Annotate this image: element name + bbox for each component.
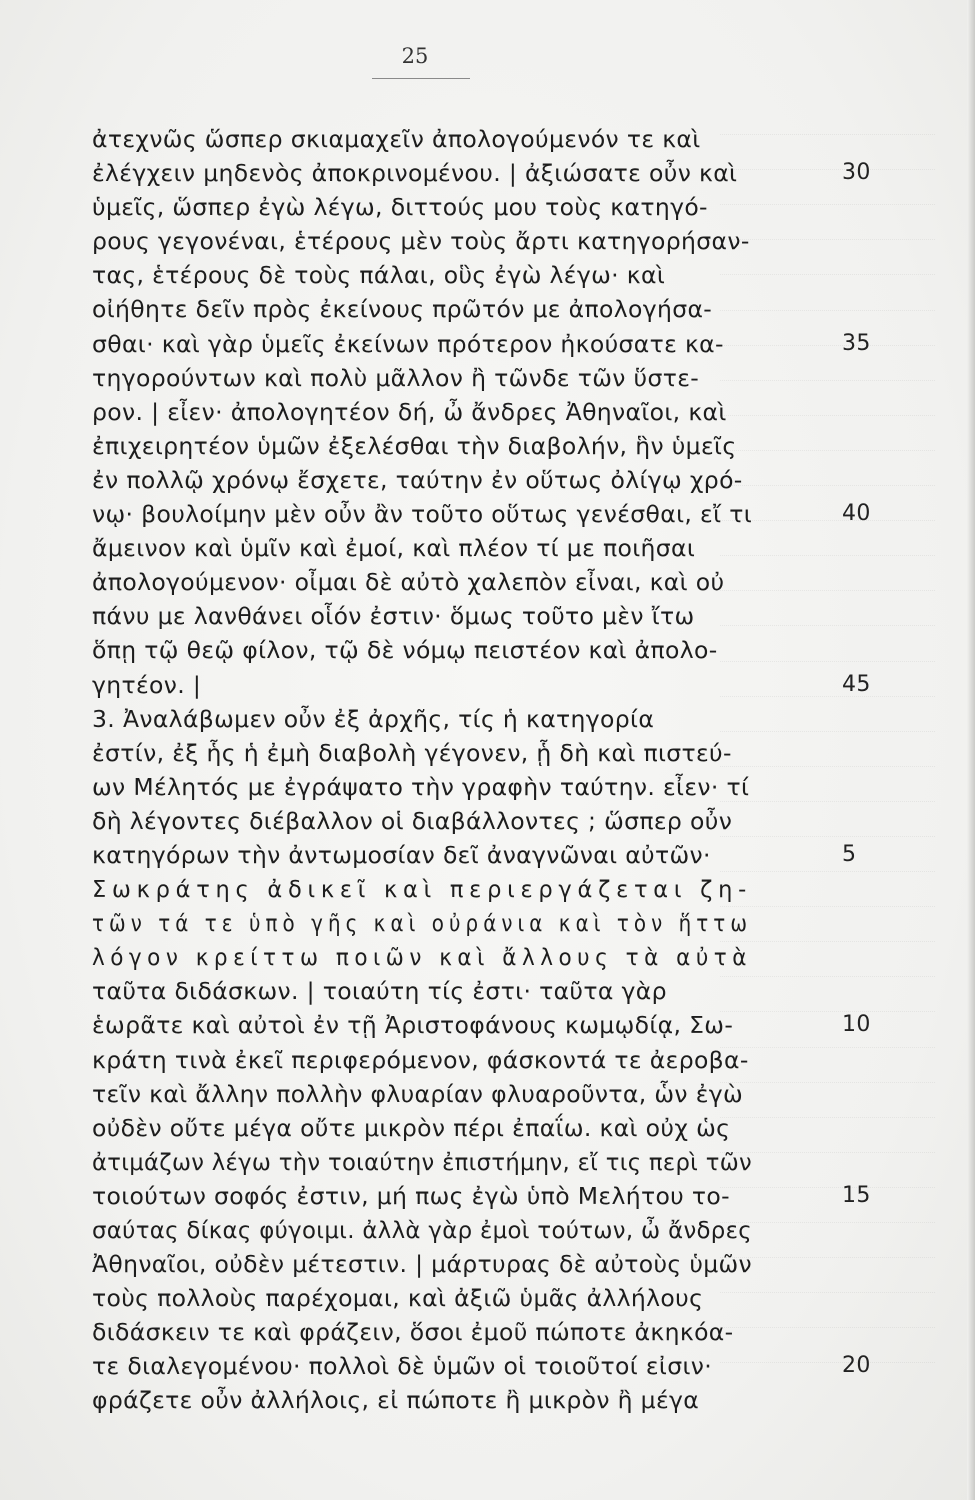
text-line bbox=[92, 292, 820, 326]
text-line bbox=[92, 1213, 820, 1247]
text-line bbox=[92, 668, 871, 702]
line-number: 45 bbox=[842, 671, 871, 697]
line-number: 20 bbox=[842, 1353, 871, 1379]
greek-text-body bbox=[92, 122, 871, 1418]
text-line bbox=[92, 258, 820, 292]
text-line-content: ἀπολογούμενον· οἶμαι δὲ αὐτὸ χαλεπὸν εἶναι, καὶ οὐ bbox=[92, 568, 725, 597]
text-line-content: ὅπῃ τῷ θεῷ φίλον, τῷ δὲ νόμῳ πειστέον καὶ ἀπολο- bbox=[92, 636, 718, 665]
text-line-content: πάνυ με λανθάνει οἷόν ἐστιν· ὅμως τοῦτο μὲν ἴτω bbox=[92, 602, 695, 631]
text-line-content: ἐν πολλῷ χρόνῳ ἔσχετε, ταύτην ἐν οὕτως ὀλίγῳ χρό- bbox=[92, 465, 743, 494]
text-line bbox=[92, 838, 857, 872]
text-line bbox=[92, 497, 871, 531]
text-line-content: ἄμεινον καὶ ὑμῖν καὶ ἐμοί, καὶ πλέον τί με ποιῆσαι bbox=[92, 534, 696, 563]
text-line-content: ἑωρᾶτε καὶ αὐτοὶ ἐν τῇ Ἀριστοφάνους κωμῳδίᾳ, Σω- bbox=[92, 1011, 734, 1040]
text-line-content: δὴ λέγοντες διέβαλλον οἱ διαβάλλοντες ; ὥσπερ οὖν bbox=[92, 806, 733, 835]
text-line-content: σθαι· καὶ γὰρ ὑμεῖς ἐκείνων πρότερον ἠκούσατε κα- bbox=[92, 329, 724, 358]
text-line bbox=[92, 1008, 871, 1042]
text-line bbox=[92, 906, 820, 940]
text-line-content: οὐδὲν οὔτε μέγα οὔτε μικρὸν πέρι ἐπαΐω. καὶ οὐχ ὡς bbox=[92, 1113, 731, 1142]
text-line bbox=[92, 1281, 820, 1315]
text-line bbox=[92, 1383, 820, 1417]
text-line-content: ων Μέλητός με ἐγράψατο τὴν γραφὴν ταύτην. εἶεν· τί bbox=[92, 772, 750, 801]
text-line bbox=[92, 702, 820, 736]
text-line bbox=[92, 361, 820, 395]
text-line-content: τοὺς πολλοὺς παρέχομαι, καὶ ἀξιῶ ὑμᾶς ἀλλήλους bbox=[92, 1284, 704, 1313]
line-number: 5 bbox=[842, 841, 857, 867]
text-line-content: φράζετε οὖν ἀλλήλοις, εἰ πώποτε ἢ μικρὸν ἢ μέγα bbox=[92, 1386, 700, 1415]
text-line bbox=[92, 940, 820, 974]
text-line-content: ταῦτα διδάσκων. | τοιαύτη τίς ἐστι· ταῦτα γὰρ bbox=[92, 977, 667, 1006]
text-line bbox=[92, 599, 820, 633]
text-line-content: ἐλέγχειν μηδενὸς ἀποκρινομένου. | ἀξιώσατε οὖν καὶ bbox=[92, 159, 738, 188]
text-line bbox=[92, 1145, 820, 1179]
text-line bbox=[92, 224, 820, 258]
text-line-content: ἀτεχνῶς ὥσπερ σκιαμαχεῖν ἀπολογούμενόν τε καὶ bbox=[92, 125, 701, 153]
text-line bbox=[92, 1077, 820, 1111]
text-line-content: λόγον κρείττω ποιῶν καὶ ἄλλους τὰ αὐτὰ bbox=[92, 943, 752, 972]
text-line bbox=[92, 327, 871, 361]
text-line bbox=[92, 1111, 820, 1145]
text-line-content: ὑμεῖς, ὥσπερ ἐγὼ λέγω, διττούς μου τοὺς κατηγό- bbox=[92, 193, 708, 222]
text-line-content: ἀτιμάζων λέγω τὴν τοιαύτην ἐπιστήμην, εἴ τις περὶ τῶν bbox=[92, 1147, 753, 1176]
text-line bbox=[92, 531, 820, 565]
text-line-content: Ἀθηναῖοι, οὐδὲν μέτεστιν. | μάρτυρας δὲ αὐτοὺς ὑμῶν bbox=[92, 1250, 753, 1279]
text-line bbox=[92, 974, 820, 1008]
line-number: 10 bbox=[842, 1012, 871, 1038]
text-line-content: τε διαλεγομένου· πολλοὶ δὲ ὑμῶν οἱ τοιοῦτοί εἰσιν· bbox=[92, 1352, 713, 1381]
text-line-content: ἐπιχειρητέον ὑμῶν ἐξελέσθαι τὴν διαβολήν, ἣν ὑμεῖς bbox=[92, 431, 737, 460]
text-line bbox=[92, 736, 820, 770]
text-line bbox=[92, 156, 871, 190]
text-line-content: τεῖν καὶ ἄλλην πολλὴν φλυαρίαν φλυαροῦντα, ὧν ἐγὼ bbox=[92, 1079, 744, 1108]
text-line-content: κατηγόρων τὴν ἀντωμοσίαν δεῖ ἀναγνῶναι αὐτῶν· bbox=[92, 840, 711, 869]
text-line-content: τας, ἑτέρους δὲ τοὺς πάλαι, οὓς ἐγὼ λέγω· καὶ bbox=[92, 261, 666, 290]
text-line-content: νῳ· βουλοίμην μὲν οὖν ἂν τοῦτο οὕτως γενέσθαι, εἴ τι bbox=[92, 500, 753, 529]
line-number: 15 bbox=[842, 1182, 871, 1208]
text-line-content: τῶν τά τε ὑπὸ γῆς καὶ οὐράνια καὶ τὸν ἥττω bbox=[92, 909, 753, 938]
text-line bbox=[92, 463, 820, 497]
page-number-rule bbox=[372, 78, 470, 79]
text-line bbox=[92, 1179, 871, 1213]
text-line bbox=[92, 770, 820, 804]
text-line bbox=[92, 633, 820, 667]
text-line-content: σαύτας δίκας φύγοιμι. ἀλλὰ γὰρ ἐμοὶ τούτων, ὦ ἄνδρες bbox=[92, 1216, 753, 1244]
text-line bbox=[92, 1315, 820, 1349]
page-edge-shadow bbox=[967, 0, 975, 1500]
text-line-content: οἰήθητε δεῖν πρὸς ἐκείνους πρῶτόν με ἀπολογήσα- bbox=[92, 295, 713, 324]
text-line bbox=[92, 1349, 871, 1383]
text-line-content: ρον. | εἶεν· ἀπολογητέον δή, ὦ ἄνδρες Ἀθηναῖοι, καὶ bbox=[92, 397, 727, 426]
text-line bbox=[92, 1043, 820, 1077]
text-line bbox=[92, 395, 820, 429]
text-line-content: ἐστίν, ἐξ ἧς ἡ ἐμὴ διαβολὴ γέγονεν, ᾗ δὴ καὶ πιστεύ- bbox=[92, 738, 732, 767]
line-number: 40 bbox=[842, 501, 871, 527]
text-line-content: Σωκράτης ἀδικεῖ καὶ περιεργάζεται ζη- bbox=[92, 875, 753, 904]
text-line bbox=[92, 804, 820, 838]
text-line-content: γητέον. | bbox=[92, 670, 202, 699]
text-line bbox=[92, 122, 820, 156]
line-number: 30 bbox=[842, 160, 871, 186]
line-number: 35 bbox=[842, 330, 871, 356]
text-line-content: κράτη τινὰ ἐκεῖ περιφερόμενον, φάσκοντά τε ἀεροβα- bbox=[92, 1045, 749, 1074]
text-line bbox=[92, 872, 820, 906]
text-line bbox=[92, 565, 820, 599]
text-line-content: τηγορούντων καὶ πολὺ μᾶλλον ἢ τῶνδε τῶν ὕστε- bbox=[92, 363, 700, 392]
text-line bbox=[92, 1247, 820, 1281]
page-number: 25 bbox=[401, 44, 429, 68]
text-line-content: διδάσκειν τε καὶ φράζειν, ὅσοι ἐμοῦ πώποτε ἀκηκόα- bbox=[92, 1318, 734, 1347]
text-line-content: τοιούτων σοφός ἐστιν, μή πως ἐγὼ ὑπὸ Μελήτου το- bbox=[92, 1181, 730, 1210]
text-line-content: ρους γεγονέναι, ἑτέρους μὲν τοὺς ἄρτι κατηγορήσαν- bbox=[92, 227, 750, 256]
text-line bbox=[92, 190, 820, 224]
text-line-content: 3. Ἀναλάβωμεν οὖν ἐξ ἀρχῆς, τίς ἡ κατηγορία bbox=[92, 704, 655, 733]
text-line bbox=[92, 429, 820, 463]
